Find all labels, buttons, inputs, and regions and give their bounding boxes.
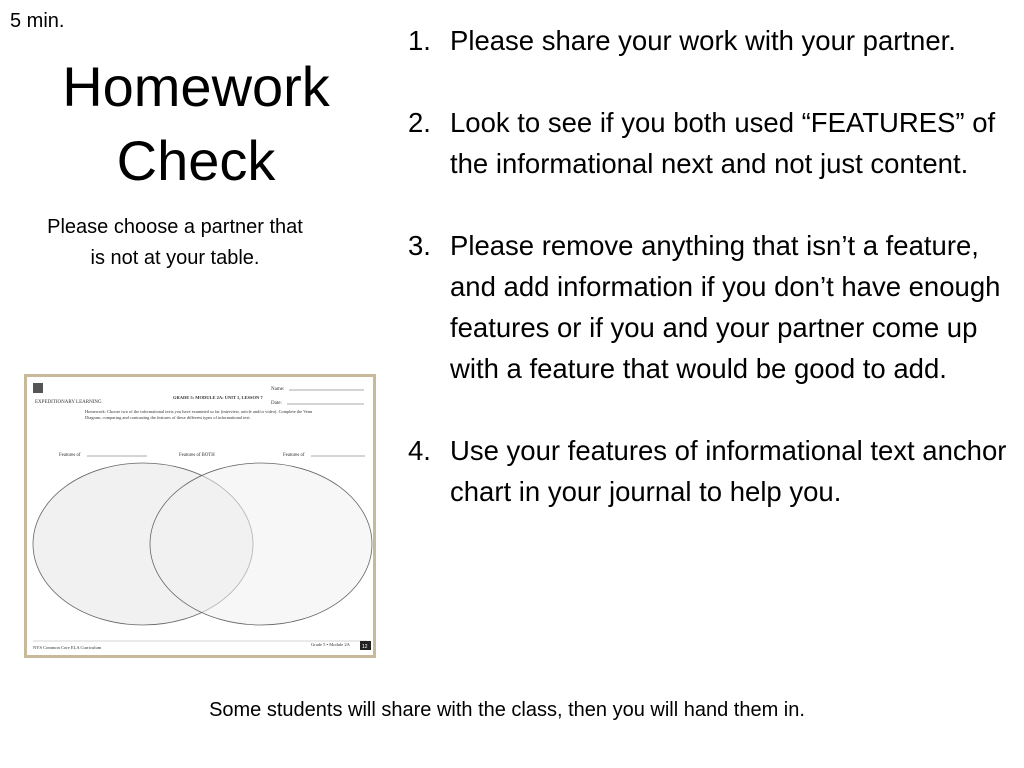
feature-left-label: Features of xyxy=(59,453,81,458)
step-text: Please remove anything that isn’t a feature, and add information if you don’t have enough features or if you and your partner come up with a feature that would be good to add. xyxy=(450,230,1001,384)
footer-note: Some students will share with the class, then you will hand them in. xyxy=(209,699,805,721)
step-item xyxy=(408,102,1020,184)
step-text: Use your features of informational text anchor chart in your journal to help you. xyxy=(450,435,1007,507)
step-number: 1. xyxy=(408,25,431,56)
slide-title xyxy=(36,50,356,198)
worksheet-name-label: Name: xyxy=(271,387,285,392)
worksheet-footer-right: Grade 5 • Module 2A xyxy=(311,642,350,647)
step-number: 3. xyxy=(408,230,431,261)
worksheet-header: GRADE 5: MODULE 2A: UNIT 1, LESSON 7 xyxy=(173,395,263,400)
steps-list xyxy=(408,20,1020,512)
title-line-2: Check xyxy=(116,129,276,192)
step-text: Look to see if you both used “FEATURES” of the informational next and not just content. xyxy=(450,107,996,179)
worksheet-page-number: 12 xyxy=(362,644,368,650)
step-text: Please share your work with your partner. xyxy=(450,25,956,56)
worksheet-footer-left: NYS Common Core ELA Curriculum xyxy=(33,645,102,650)
worksheet-logo-text: EXPEDITIONARY LEARNING xyxy=(35,400,102,405)
venn-diagram-worksheet xyxy=(27,377,373,655)
feature-both-label: Features of BOTH xyxy=(179,453,215,458)
step-item xyxy=(408,430,1020,512)
step-item xyxy=(408,225,1020,389)
feature-right-label: Features of xyxy=(283,453,305,458)
logo-icon xyxy=(33,383,43,393)
step-number: 2. xyxy=(408,107,431,138)
step-item xyxy=(408,20,1020,61)
partner-note: Please choose a partner that is not at your table. xyxy=(47,216,303,269)
step-number: 4. xyxy=(408,435,431,466)
worksheet-instructions-box xyxy=(85,409,317,435)
worksheet-date-label: Date: xyxy=(271,401,282,406)
worksheet-thumbnail xyxy=(24,374,376,658)
worksheet-instructions: Homework: Choose two of the informational texts you have examined so far (interview, article and/or video). Complete the Venn Diagram, comparing and contrasting the features of these different types of informational text. xyxy=(85,409,313,420)
title-line-1: Homework xyxy=(62,55,330,118)
time-label: 5 min. xyxy=(10,10,65,32)
venn-right-circle xyxy=(150,463,372,625)
